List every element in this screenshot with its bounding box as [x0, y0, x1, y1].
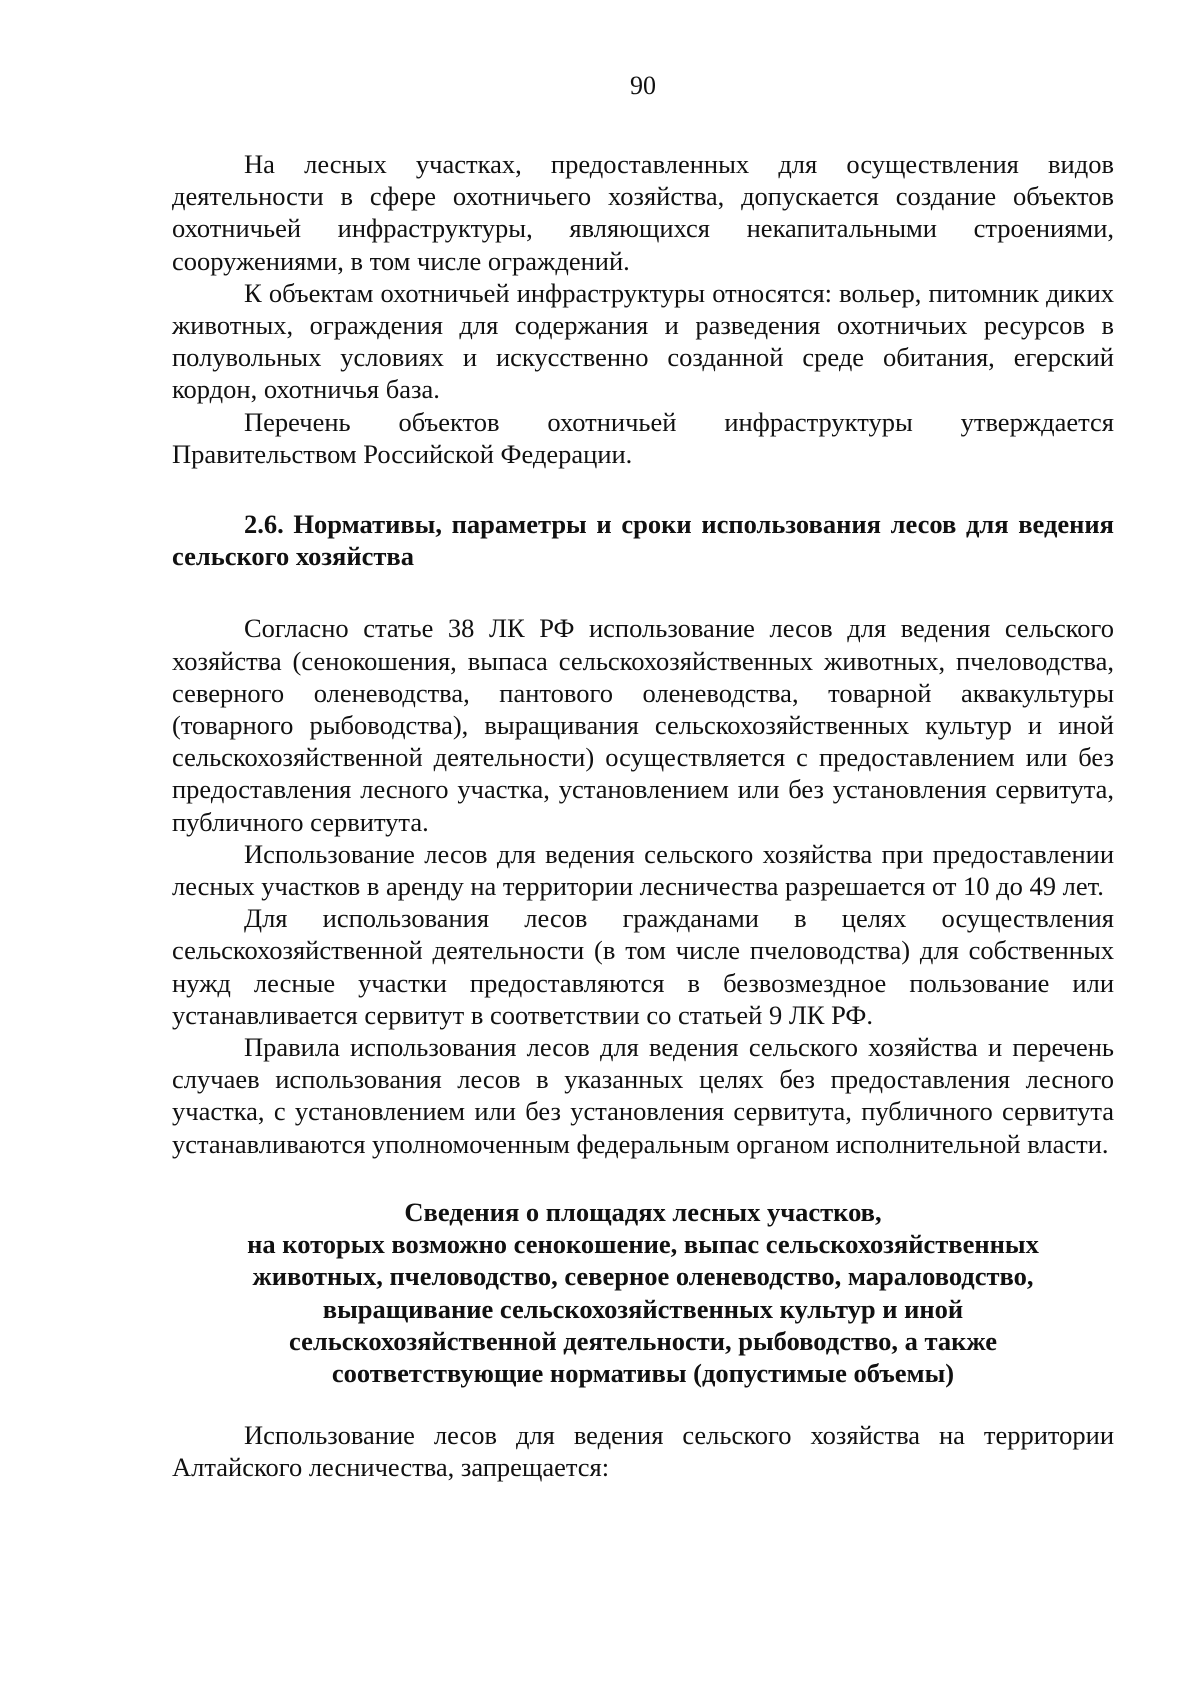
spacer: [172, 470, 1114, 508]
section-heading-2-6: 2.6. Нормативы, параметры и сроки использования лесов для ведения сельского хозяйства: [172, 509, 1114, 572]
spacer: [172, 572, 1114, 612]
page-number: 90: [630, 71, 656, 100]
document-body: [172, 148, 1114, 1484]
heading-line: соответствующие нормативы (допустимые объемы): [331, 1357, 955, 1388]
paragraph-use-rules: Правила использования лесов для ведения сельского хозяйства и перечень случаев использования лесов в указанных целях без предоставления лесного участка, с установлением или без установления сервитута, публичного сервитута устанавливаются уполномоченным федеральным органом исполнительной власти.: [172, 1032, 1114, 1159]
heading-line: Сведения о площадях лесных участков,: [404, 1196, 882, 1227]
paragraph-hunting-infrastructure-objects: К объектам охотничьей инфраструктуры относятся: вольер, питомник диких животных, ограждения для содержания и разведения охотничьих ресурсов в полувольных условиях и искусственно созданной среде обитания, егерский кордон, охотничья база.: [172, 277, 1114, 405]
heading-line: на которых возможно сенокошение, выпас сельскохозяйственных: [247, 1229, 1039, 1260]
spacer: [172, 1389, 1114, 1419]
heading-line: животных, пчеловодство, северное оленеводство, мараловодство,: [252, 1261, 1034, 1292]
heading-line: выращивание сельскохозяйственных культур и иной: [322, 1293, 964, 1324]
paragraph-article-38: Согласно статье 38 ЛК РФ использование лесов для ведения сельского хозяйства (сенокошения, выпаса сельскохозяйственных животных, пчеловодства, северного оленеводства, пантового оленеводства, товарной аквакультуры (товарного рыбоводства), выращивания сельскохозяйственных культур и иной сельскохозяйственной деятельности) осуществляется с предоставлением или без предоставления лесного участка, установлением или без установления сервитута, публичного сервитута.: [172, 613, 1114, 837]
paragraph-citizen-use: Для использования лесов гражданами в целях осуществления сельскохозяйственной деятельности (в том числе пчеловодства) для собственных нужд лесные участки предоставляются в безвозмездное пользование или устанавливается сервитут в соответствии со статьей 9 ЛК РФ.: [172, 903, 1114, 1030]
spacer: [172, 1160, 1114, 1196]
heading-line: сельскохозяйственной деятельности, рыбоводство, а также: [289, 1325, 997, 1356]
paragraph-infrastructure-list-approval: Перечень объектов охотничьей инфраструктуры утверждается Правительством Российской Федерации.: [172, 406, 1114, 469]
paragraph-hunting-infrastructure-creation: На лесных участках, предоставленных для осуществления видов деятельности в сфере охотничьего хозяйства, допускается создание объектов охотничьей инфраструктуры, являющихся некапитальными строениями, сооружениями, в том числе ограждений.: [172, 149, 1114, 276]
paragraph-lease-term: Использование лесов для ведения сельского хозяйства при предоставлении лесных участков в аренду на территории лесничества разрешается от 10 до 49 лет.: [172, 838, 1114, 902]
paragraph-altai-prohibition: Использование лесов для ведения сельского хозяйства на территории Алтайского лесничества, запрещается:: [172, 1420, 1114, 1483]
forest-plots-areas-heading: [172, 1196, 1114, 1389]
